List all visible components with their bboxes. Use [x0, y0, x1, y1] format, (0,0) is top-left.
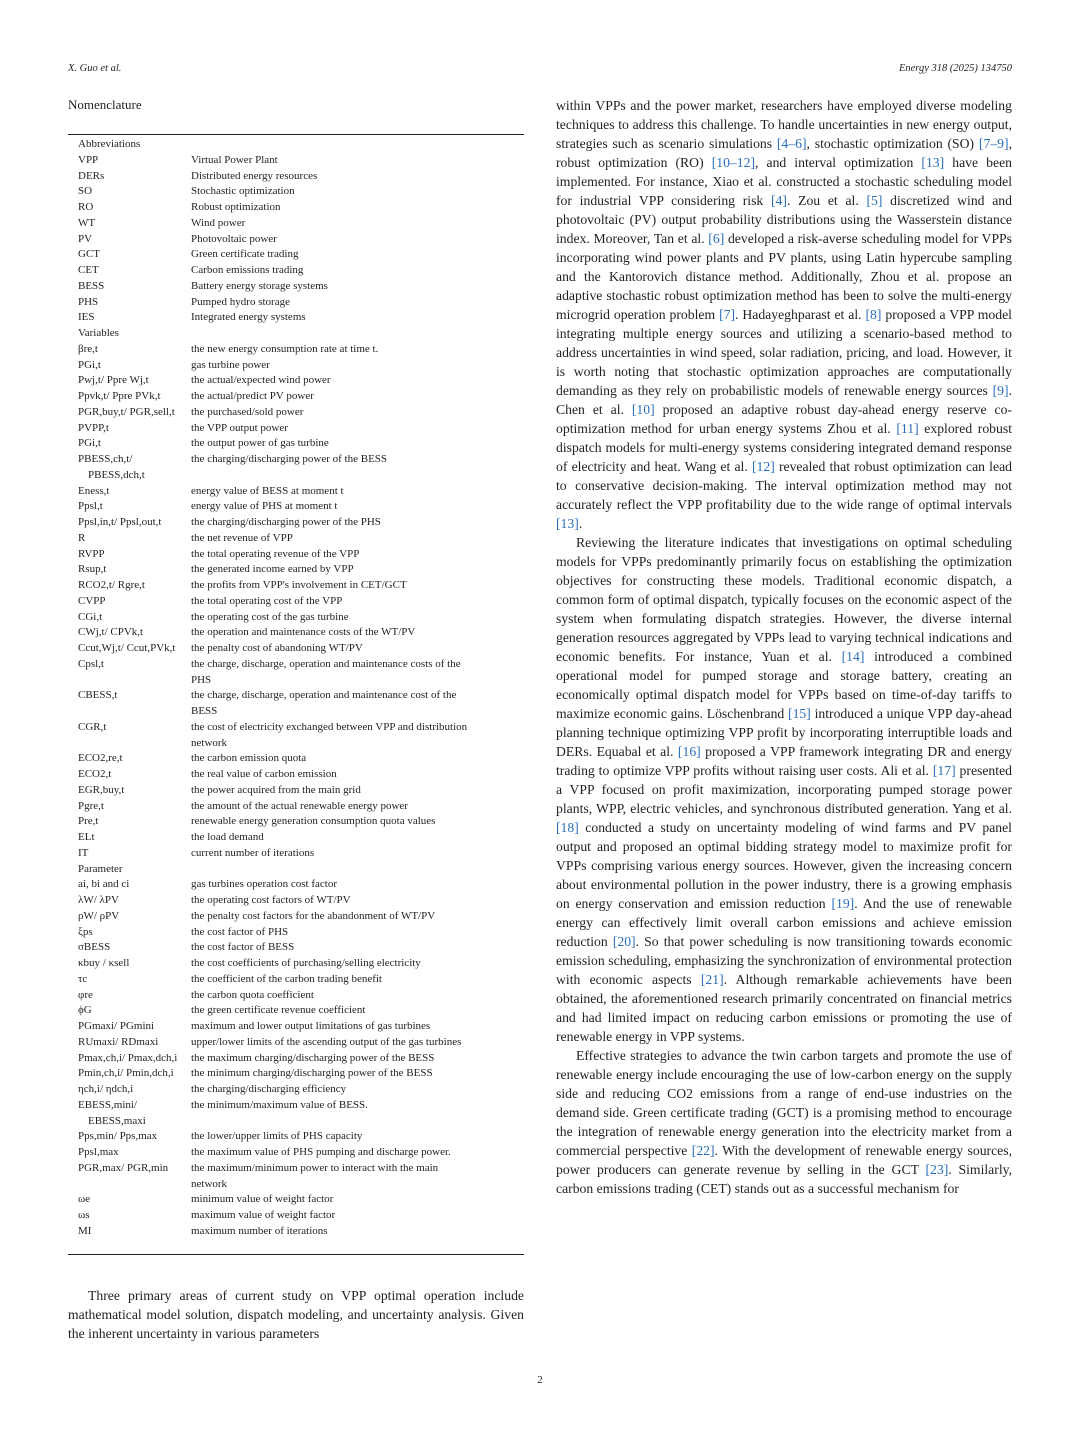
paragraph-text: . And the use of renewable energy can effectively limit overall carbon emissions and achieve emission reduction: [556, 896, 1013, 949]
running-header-journal: Energy 318 (2025) 134750: [898, 63, 1012, 74]
nomenclature-description: the cost coefficients of purchasing/selling electricity: [191, 957, 421, 969]
nomenclature-description: the maximum value of PHS pumping and discharge power.: [191, 1146, 451, 1158]
nomenclature-description: maximum and lower output limitations of gas turbines: [191, 1020, 431, 1032]
nomenclature-symbol: VPP: [78, 153, 99, 166]
nomenclature-row: [68, 389, 524, 405]
nomenclature-row: [68, 988, 524, 1004]
nomenclature-row: [68, 814, 524, 830]
nomenclature-row: [68, 751, 524, 767]
nomenclature-description: the actual/expected wind power: [191, 374, 331, 387]
nomenclature-row: [68, 925, 524, 941]
nomenclature-row: [68, 358, 524, 374]
nomenclature-symbol: Pmin,ch,i/ Pmin,dch,i: [78, 1067, 174, 1080]
paragraph-text: . Although remarkable achievements have been obtained, the aforementioned research primarily concentrated on financial metrics and had limited impact on reducing carbon emissions or promoting the use of renewable energy in VPP systems.: [556, 972, 1012, 1044]
nomenclature-description: minimum value of weight factor: [191, 1193, 334, 1206]
nomenclature-symbol: PVPP,t: [78, 421, 109, 434]
paragraph-text: . Similarly, carbon emissions trading (CET) stands out as a successful mechanism for: [556, 1162, 1012, 1196]
nomenclature-row: [68, 1192, 524, 1208]
paragraph-text: , robust optimization (RO): [556, 136, 1012, 170]
nomenclature-symbol: Pgre,t: [78, 799, 104, 812]
nomenclature-description: Photovoltaic power: [191, 232, 277, 245]
nomenclature-symbol: PBESS,dch,t: [88, 468, 145, 481]
nomenclature-description: the purchased/sold power: [191, 405, 304, 418]
citation-link[interactable]: [14]: [841, 649, 865, 664]
nomenclature-symbol: MI: [78, 1224, 92, 1237]
paragraph-text: . Zou et al.: [786, 193, 867, 208]
nomenclature-symbol: IT: [78, 846, 89, 859]
paragraph-text: introduced a combined operational model for pumped storage and storage battery, creating an economically optimal dispatch model for VPPs based on time-of-day tariffs to maximize economic gains. Löschenbrand: [556, 649, 1012, 721]
nomenclature-row: [68, 1224, 524, 1240]
nomenclature-symbol: [68, 736, 191, 752]
paragraph-text: explored robust dispatch models for multi-energy systems considering integrated demand response of electricity and heat. Wang et al.: [556, 421, 1012, 474]
nomenclature-row: [68, 610, 524, 626]
nomenclature-row: [68, 421, 524, 437]
nomenclature-symbol: DERs: [78, 169, 105, 182]
right-column-text: [556, 96, 1012, 1198]
paragraph-text: revealed that robust optimization can lead to conservative decision-making. The interval optimization method may not accurately reflect the VPP profitability due to the wide range of optimal intervals: [556, 459, 1012, 512]
nomenclature-description: renewable energy generation consumption quota values: [191, 815, 436, 828]
nomenclature-symbol: BESS: [78, 279, 105, 292]
nomenclature-row: [68, 956, 524, 972]
nomenclature-symbol: βre,t: [78, 342, 98, 355]
nomenclature-description: the VPP output power: [191, 421, 288, 434]
paragraph-text: conducted a study on uncertainty modeling of wind farms and PV panel output and proposed an optimal bidding strategy model to maximize profit for VPPs comprising various energy sources. However, given the increasing concern about environmental pollution in the power industry, there is a growing emphasis on energy conservation and emission reduction: [556, 820, 1012, 911]
nomenclature-symbol: ai, bi and ci: [78, 878, 130, 891]
nomenclature-row: [68, 625, 524, 641]
paragraph-text: developed a risk-averse scheduling model for VPPs incorporating wind power plants and PV plants, using Latin hypercube sampling and the Kantorovich distance method. Additionally, Zhou et al. propose an adaptive stochastic robust optimization method has been to solve the multi-energy microgrid operation problem: [556, 231, 1012, 322]
nomenclature-symbol: κbuy / κsell: [78, 957, 130, 969]
body-paragraph: [556, 96, 1012, 533]
paragraph-text: discretized wind and photovoltaic (PV) output probability distributions using the Wasserstein distance index. Moreover, Tan et al.: [556, 193, 1012, 246]
nomenclature-row: [68, 436, 524, 452]
nomenclature-symbol: Pwj,t/ Ppre Wj,t: [78, 374, 149, 387]
nomenclature-description: maximum number of iterations: [191, 1224, 328, 1237]
nomenclature-symbol: Ppsl,t: [78, 500, 103, 513]
citation-link[interactable]: [4–6]: [776, 136, 807, 151]
citation-link[interactable]: [13]: [921, 155, 945, 170]
nomenclature-row: [68, 1019, 524, 1035]
nomenclature-row: [68, 531, 524, 547]
paragraph-text: . Chen et al.: [556, 383, 1012, 417]
nomenclature-description: Distributed energy resources: [191, 169, 318, 182]
nomenclature-table: [68, 137, 524, 1240]
nomenclature-description: Pumped hydro storage: [191, 295, 290, 308]
citation-link[interactable]: [17]: [932, 763, 956, 778]
nomenclature-row: [68, 594, 524, 610]
citation-link[interactable]: [20]: [612, 934, 636, 949]
nomenclature-description: the operating cost of the gas turbine: [191, 610, 349, 623]
nomenclature-row: [68, 578, 524, 594]
nomenclature-row: [68, 169, 524, 185]
nomenclature-description: the maximum/minimum power to interact with the main: [191, 1161, 439, 1174]
body-paragraph: [556, 533, 1012, 1046]
nomenclature-description: Stochastic optimization: [191, 185, 295, 198]
nomenclature-symbol: PHS: [78, 295, 99, 308]
nomenclature-description: the net revenue of VPP: [191, 531, 293, 544]
nomenclature-symbol: SO: [78, 185, 93, 198]
nomenclature-description: network: [191, 736, 228, 749]
nomenclature-description: the amount of the actual renewable energy power: [191, 799, 408, 812]
nomenclature-description: Green certificate trading: [191, 248, 299, 261]
nomenclature-row: [68, 736, 524, 752]
nomenclature-row: [68, 1051, 524, 1067]
nomenclature-description: Battery energy storage systems: [191, 279, 328, 292]
nomenclature-description: the cost factor of PHS: [191, 925, 289, 938]
paragraph-text: introduced a unique VPP day-ahead planning technique optimizing VPP profit by incorporating interruptible loads and DERs. Equabal et al.: [556, 706, 1013, 759]
citation-link[interactable]: [18]: [556, 820, 579, 835]
nomenclature-row: [68, 846, 524, 862]
citation-link[interactable]: [10–12]: [711, 155, 756, 170]
citation-link[interactable]: [6]: [708, 231, 725, 246]
nomenclature-row: [68, 499, 524, 515]
nomenclature-symbol: ELt: [78, 831, 95, 843]
nomenclature-top-rule: [68, 134, 524, 135]
nomenclature-symbol: ECO2,re,t: [78, 752, 123, 765]
nomenclature-section-heading: [68, 137, 524, 153]
nomenclature-description: the profits from VPP's involvement in CET/GCT: [191, 579, 407, 591]
nomenclature-symbol: ηch,i/ ηdch,i: [78, 1083, 134, 1095]
nomenclature-row: [68, 216, 524, 232]
nomenclature-symbol: RVPP: [78, 547, 105, 560]
nomenclature-row: [68, 342, 524, 358]
nomenclature-symbol: RO: [78, 201, 94, 213]
paragraph-text: have been implemented. For instance, Xiao et al. constructed a stochastic scheduling model for industrial VPP considering risk: [556, 155, 1012, 208]
nomenclature-row: [68, 515, 524, 531]
citation-link[interactable]: [23]: [925, 1162, 949, 1177]
nomenclature-symbol: ξps: [78, 925, 93, 938]
nomenclature-description: the real value of carbon emission: [191, 768, 337, 780]
nomenclature-row: [68, 673, 524, 689]
nomenclature-description: energy value of PHS at moment t: [191, 500, 338, 513]
nomenclature-symbol: RCO2,t/ Rgre,t: [78, 579, 145, 591]
nomenclature-row: [68, 184, 524, 200]
nomenclature-row: [68, 972, 524, 988]
nomenclature-symbol: PGR,max/ PGR,min: [78, 1161, 169, 1174]
nomenclature-description: the charging/discharging efficiency: [191, 1083, 347, 1095]
running-header-author: X. Guo et al.: [68, 63, 122, 74]
nomenclature-row: [68, 1035, 524, 1051]
nomenclature-row: [68, 909, 524, 925]
nomenclature-symbol: [68, 673, 191, 689]
section-heading-text: Abbreviations: [78, 138, 141, 150]
nomenclature-description: the load demand: [191, 831, 264, 843]
nomenclature-symbol: Ccut,Wj,t/ Ccut,PVk,t: [78, 642, 176, 654]
nomenclature-row: [68, 562, 524, 578]
nomenclature-symbol: Ppvk,t/ Ppre PVk,t: [78, 390, 161, 402]
nomenclature-row: [68, 1003, 524, 1019]
nomenclature-row: [68, 783, 524, 799]
citation-link[interactable]: [12]: [751, 459, 775, 474]
nomenclature-row: [68, 310, 524, 326]
nomenclature-symbol: ωs: [78, 1209, 90, 1221]
citation-link[interactable]: [15]: [788, 706, 811, 721]
nomenclature-description: gas turbines operation cost factor: [191, 878, 338, 891]
nomenclature-row: [68, 657, 524, 673]
nomenclature-description: Carbon emissions trading: [191, 264, 304, 276]
nomenclature-description: the minimum charging/discharging power of the BESS: [191, 1067, 433, 1080]
section-heading-text: Parameter: [78, 862, 123, 875]
nomenclature-symbol: EBESS,mini/: [78, 1098, 137, 1111]
nomenclature-description: the charge, discharge, operation and maintenance costs of the: [191, 657, 461, 670]
paragraph-text: . So that power scheduling is now transitioning towards economic emission scheduling, emphasizing the synchronization of environmental protection with economic aspects: [556, 934, 1012, 987]
paragraph-text: . With the development of renewable energy sources, power producers can generate revenue by selling in the GCT: [556, 1143, 1012, 1177]
intro-paragraph-left: Three primary areas of current study on VPP optimal operation include mathematical model solution, dispatch modeling, and uncertainty analysis. Given the inherent uncertainty in various parameters: [68, 1288, 524, 1341]
nomenclature-row: [68, 940, 524, 956]
nomenclature-symbol: CBESS,t: [78, 689, 118, 702]
nomenclature-symbol: φre: [78, 988, 93, 1001]
paragraph-text: , stochastic optimization (SO): [806, 136, 979, 151]
nomenclature-symbol: Rsup,t: [78, 563, 107, 576]
nomenclature-row: [68, 484, 524, 500]
nomenclature-symbol: PGmaxi/ PGmini: [78, 1020, 155, 1032]
citation-link[interactable]: [4]: [770, 193, 787, 208]
nomenclature-row: [68, 1098, 524, 1114]
nomenclature-symbol: GCT: [78, 248, 100, 261]
nomenclature-symbol: EGR,buy,t: [78, 783, 125, 796]
nomenclature-row: [68, 200, 524, 216]
paragraph-text: proposed an adaptive robust day-ahead energy reserve co-optimization method for urban energy systems Zhou et al.: [556, 402, 1012, 436]
citation-link[interactable]: [11]: [896, 421, 919, 436]
nomenclature-symbol: PV: [78, 232, 93, 245]
nomenclature-description: Integrated energy systems: [191, 311, 306, 324]
nomenclature-description: the total operating revenue of the VPP: [191, 547, 360, 560]
nomenclature-description: [201, 468, 524, 484]
nomenclature-symbol: PGR,buy,t/ PGR,sell,t: [78, 405, 175, 418]
nomenclature-bottom-rule: [68, 1254, 524, 1255]
nomenclature-title: Nomenclature: [68, 97, 142, 112]
nomenclature-symbol: PGi,t: [78, 437, 101, 450]
citation-link[interactable]: [5]: [866, 193, 883, 208]
nomenclature-symbol: CWj,t/ CPVk,t: [78, 626, 144, 639]
citation-link[interactable]: [8]: [865, 307, 882, 322]
nomenclature-description: the generated income earned by VPP: [191, 563, 354, 576]
nomenclature-symbol: Pmax,ch,i/ Pmax,dch,i: [78, 1051, 178, 1064]
nomenclature-row: [68, 799, 524, 815]
nomenclature-row: [68, 452, 524, 468]
citation-link[interactable]: [19]: [831, 896, 855, 911]
nomenclature-description: the charging/discharging power of the BESS: [191, 453, 388, 465]
nomenclature-row: [68, 153, 524, 169]
nomenclature-description: the cost of electricity exchanged between VPP and distribution: [191, 720, 468, 733]
nomenclature-description: upper/lower limits of the ascending output of the gas turbines: [191, 1035, 462, 1048]
nomenclature-description: the penalty cost of abandoning WT/PV: [191, 642, 363, 654]
nomenclature-row: [68, 1145, 524, 1161]
nomenclature-row: [68, 877, 524, 893]
paragraph-text: Reviewing the literature indicates that investigations on optimal scheduling models for VPPs predominantly primarily focus on establishing the optimization objectives for constructing these models. Traditional economic dispatch, a common form of optimal dispatch, typically focuses on the economic aspect of the system when formulating dispatch strategies. However, the diverse internal generation resources aggregated by VPPs lead to varying technical indications and economic benefits. For instance, Yuan et al.: [556, 535, 1012, 664]
section-heading-text: Variables: [78, 327, 119, 339]
nomenclature-row: [68, 641, 524, 657]
nomenclature-symbol: CGi,t: [78, 610, 103, 623]
nomenclature-row: [68, 1066, 524, 1082]
nomenclature-row: [68, 720, 524, 736]
nomenclature-symbol: R: [78, 531, 86, 544]
nomenclature-description: the operating cost factors of WT/PV: [191, 894, 351, 906]
nomenclature-description: the maximum charging/discharging power of the BESS: [191, 1051, 435, 1064]
nomenclature-description: the coefficient of the carbon trading benefit: [191, 972, 382, 985]
nomenclature-description: the penalty cost factors for the abandonment of WT/PV: [191, 909, 436, 922]
nomenclature-row: [68, 405, 524, 421]
nomenclature-description: the operation and maintenance costs of the WT/PV: [191, 626, 416, 639]
paragraph-text: proposed a VPP framework integrating DR and energy trading to optimize VPP profits without raising user costs. Ali et al.: [556, 744, 1012, 778]
nomenclature-description: the charge, discharge, operation and maintenance cost of the: [191, 689, 457, 702]
nomenclature-row: [68, 830, 524, 846]
nomenclature-row: [68, 1161, 524, 1177]
nomenclature-symbol: Cpsl,t: [78, 657, 104, 670]
nomenclature-row: [68, 468, 524, 484]
nomenclature-row: [68, 263, 524, 279]
nomenclature-symbol: Eness,t: [78, 484, 110, 497]
nomenclature-description: the cost factor of BESS: [191, 941, 295, 954]
nomenclature-row: [68, 247, 524, 263]
nomenclature-symbol: ϕG: [78, 1004, 92, 1017]
nomenclature-symbol: RUmaxi/ RDmaxi: [78, 1035, 159, 1048]
nomenclature-row: [68, 688, 524, 704]
nomenclature-description: Wind power: [191, 216, 246, 229]
nomenclature-symbol: ωe: [78, 1193, 91, 1206]
paragraph-text: . Hadayeghparast et al.: [735, 307, 866, 322]
nomenclature-row: [68, 279, 524, 295]
nomenclature-section-heading: [68, 862, 524, 878]
nomenclature-row: [68, 373, 524, 389]
nomenclature-symbol: CET: [78, 264, 99, 276]
nomenclature-description: the actual/predict PV power: [191, 390, 314, 402]
nomenclature-symbol: EBESS,maxi: [88, 1114, 146, 1127]
nomenclature-description: network: [191, 1177, 228, 1190]
nomenclature-row: [68, 704, 524, 720]
nomenclature-description: the total operating cost of the VPP: [191, 594, 343, 607]
nomenclature-description: Robust optimization: [191, 201, 281, 213]
paragraph-text: within VPPs and the power market, researchers have employed diverse modeling techniques to address this challenge. To handle uncertainties in new energy output, strategies such as scenario simulations: [556, 98, 1012, 151]
nomenclature-symbol: λW/ λPV: [78, 894, 119, 906]
paragraph-text: proposed a VPP model integrating multiple energy sources and utilizing a scenario-based method to address uncertainties in wind speed, solar radiation, pricing, and load. However, it is worth noting that stochastic optimization approaches are computationally demanding as they rely on probabilistic models of renewable energy sources: [556, 307, 1012, 398]
nomenclature-symbol: Pre,t: [78, 815, 99, 828]
nomenclature-description: BESS: [191, 705, 218, 717]
nomenclature-description: the minimum/maximum value of BESS.: [191, 1098, 368, 1111]
nomenclature-symbol: PBESS,ch,t/: [78, 453, 133, 465]
nomenclature-description: the power acquired from the main grid: [191, 783, 361, 796]
paragraph-text: Effective strategies to advance the twin carbon targets and promote the use of renewable energy include encouraging the use of low-carbon energy on the supply side and reducing CO2 emissions from a range of end-use industries on the demand side. Green certificate trading (GCT) is a promising method to encourage the integration of renewable energy generation into the electricity market from a commercial perspective: [556, 1048, 1012, 1158]
nomenclature-description: the new energy consumption rate at time t.: [191, 342, 379, 355]
paragraph-text: , and interval optimization: [755, 155, 922, 170]
nomenclature-symbol: Ppsl,in,t/ Ppsl,out,t: [78, 516, 162, 528]
nomenclature-description: the charging/discharging power of the PHS: [191, 516, 381, 528]
nomenclature-symbol: WT: [78, 216, 96, 229]
nomenclature-section-heading: [68, 326, 524, 342]
nomenclature-symbol: τc: [78, 972, 88, 985]
nomenclature-description: PHS: [191, 673, 212, 686]
nomenclature-description: the carbon quota coefficient: [191, 988, 314, 1001]
nomenclature-row: [68, 1114, 524, 1130]
nomenclature-row: [68, 295, 524, 311]
nomenclature-description: current number of iterations: [191, 846, 315, 859]
nomenclature-row: [68, 1208, 524, 1224]
nomenclature-symbol: CGR,t: [78, 720, 107, 733]
page-number: 2: [537, 1374, 543, 1386]
nomenclature-description: gas turbine power: [191, 358, 270, 371]
nomenclature-symbol: [68, 1177, 191, 1193]
nomenclature-row: [68, 767, 524, 783]
nomenclature-row: [68, 893, 524, 909]
paragraph-text: .: [578, 516, 583, 531]
nomenclature-symbol: [68, 704, 191, 720]
nomenclature-symbol: ρW/ ρPV: [78, 909, 120, 922]
citation-link[interactable]: [7–9]: [978, 136, 1009, 151]
nomenclature-description: maximum value of weight factor: [191, 1209, 336, 1221]
nomenclature-symbol: PGi,t: [78, 358, 101, 371]
citation-link[interactable]: [21]: [700, 972, 724, 987]
nomenclature-symbol: σBESS: [78, 941, 111, 954]
nomenclature-description: the output power of gas turbine: [191, 437, 329, 450]
nomenclature-symbol: Pps,min/ Pps,max: [78, 1130, 158, 1143]
nomenclature-row: [68, 547, 524, 563]
nomenclature-description: Virtual Power Plant: [191, 153, 278, 166]
nomenclature-symbol: Ppsl,max: [78, 1146, 119, 1158]
nomenclature-description: energy value of BESS at moment t: [191, 484, 344, 497]
nomenclature-row: [68, 1129, 524, 1145]
citation-link[interactable]: [9]: [992, 383, 1009, 398]
nomenclature-description: [201, 1114, 524, 1130]
nomenclature-row: [68, 1177, 524, 1193]
nomenclature-row: [68, 1082, 524, 1098]
nomenclature-symbol: ECO2,t: [78, 768, 112, 780]
nomenclature-symbol: IES: [78, 311, 95, 324]
nomenclature-description: the carbon emission quota: [191, 752, 307, 765]
citation-link[interactable]: [16]: [677, 744, 701, 759]
body-paragraph: [556, 1046, 1012, 1198]
citation-link[interactable]: [10]: [631, 402, 655, 417]
nomenclature-description: the green certificate revenue coefficient: [191, 1004, 366, 1017]
nomenclature-description: the lower/upper limits of PHS capacity: [191, 1130, 363, 1143]
citation-link[interactable]: [13]: [556, 516, 579, 531]
citation-link[interactable]: [7]: [719, 307, 736, 322]
nomenclature-row: [68, 232, 524, 248]
citation-link[interactable]: [22]: [691, 1143, 715, 1158]
nomenclature-symbol: CVPP: [78, 594, 106, 607]
paragraph-text: presented a VPP focused on profit maximization, incorporating pumped storage power plants, WPP, electric vehicles, and synchronous distributed generation. Yang et al.: [556, 763, 1012, 816]
